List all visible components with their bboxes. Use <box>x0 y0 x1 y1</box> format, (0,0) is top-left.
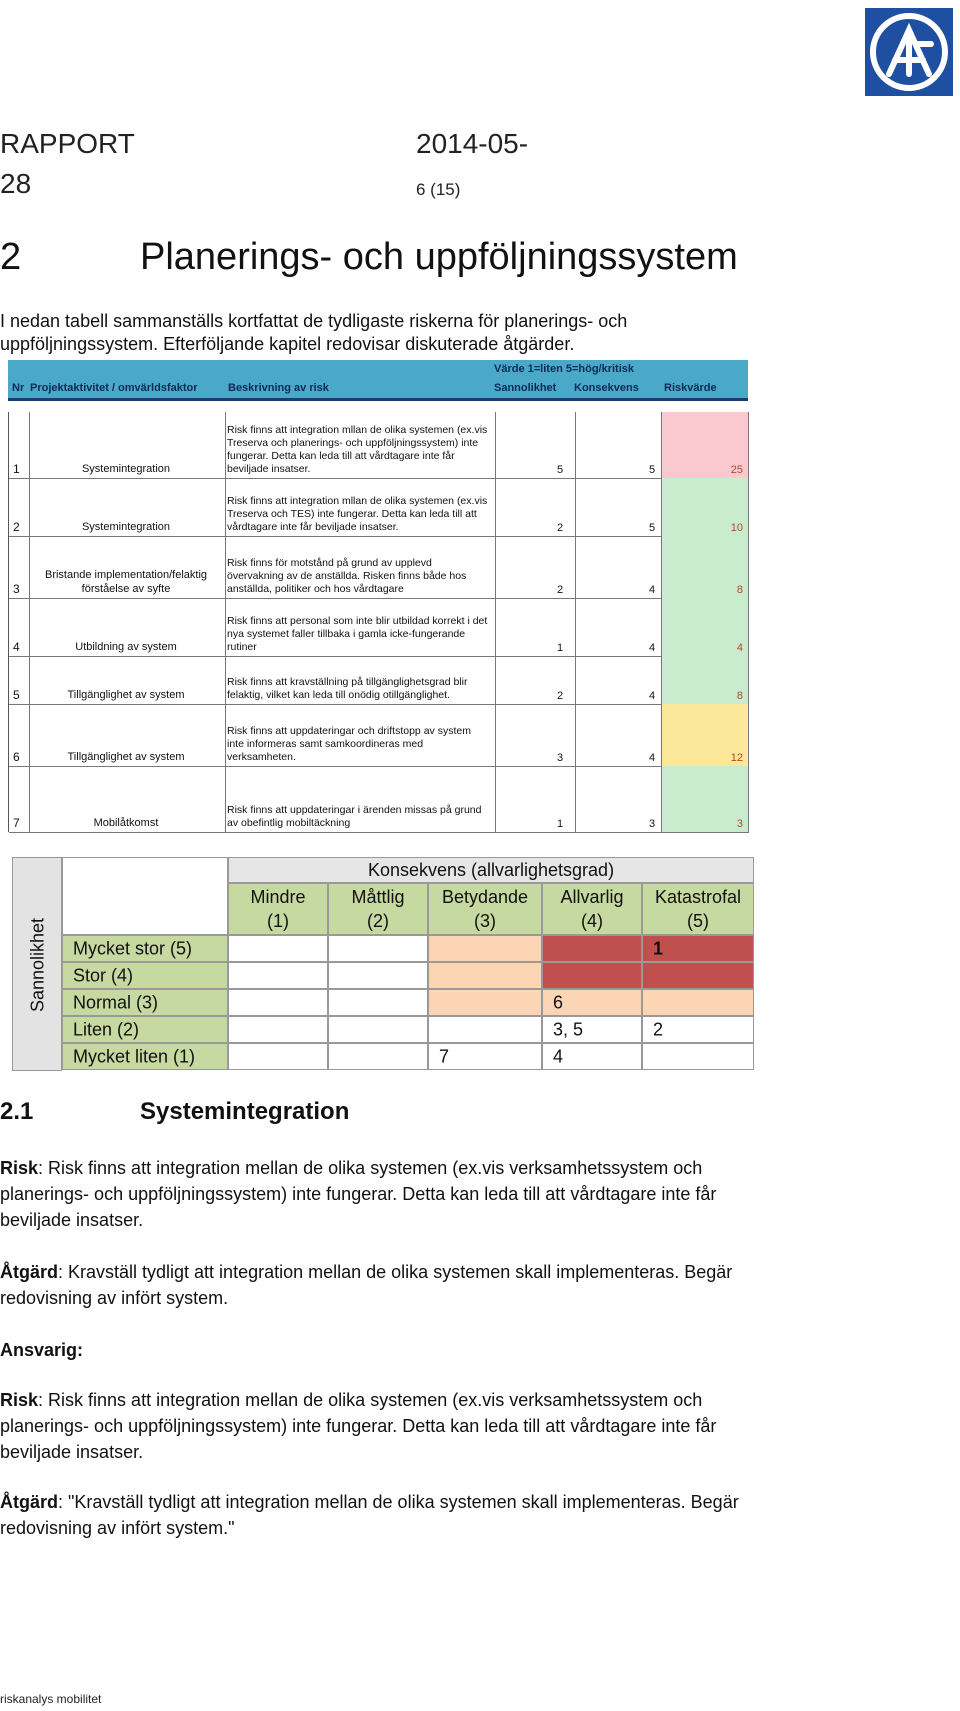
table-gridline <box>575 766 576 832</box>
matrix-cell <box>428 962 542 989</box>
table-gridline <box>575 412 576 478</box>
matrix-cell <box>542 962 642 989</box>
table-gridline <box>575 598 576 656</box>
row-probability: 1 <box>557 818 564 830</box>
report-label: RAPPORT <box>0 128 135 159</box>
matrix-top-header <box>228 857 754 883</box>
section-title: Planerings- och uppföljningssystem <box>140 236 738 278</box>
matrix-cell <box>542 1043 642 1070</box>
matrix-column-header <box>228 883 328 935</box>
table-row <box>9 478 749 537</box>
risk-text-1: : Risk finns att integration mellan de olika systemen (ex.vis verksamhetssystem och planerings- och uppföljningssystem) inte fungerar. Detta kan leda till att vårdtagare inte får beviljade insatser. <box>0 1158 717 1230</box>
row-number: 1 <box>13 462 20 476</box>
table-gridline <box>495 656 496 704</box>
row-description: Risk finns att uppdateringar och driftstopp av system inte informeras samt samkoordineras med verksamheten. <box>227 725 471 763</box>
row-number: 5 <box>13 688 20 702</box>
row-risk-value: 3 <box>736 818 743 830</box>
matrix-column-label <box>643 885 753 933</box>
matrix-cell-value: 6 <box>553 992 564 1012</box>
row-consequence: 4 <box>649 584 656 596</box>
table-row <box>9 704 749 767</box>
row-activity: Systemintegration <box>81 463 171 475</box>
matrix-top-label: Konsekvens (allvarlighetsgrad) <box>367 860 615 880</box>
row-consequence: 3 <box>649 818 656 830</box>
header-nr: Nr <box>12 382 25 394</box>
row-consequence: 5 <box>649 522 656 534</box>
matrix-column-name: Allvarlig <box>560 887 624 907</box>
row-description: Risk finns att integration mllan de olika systemen (ex.vis Treserva och TES) inte fungerar. Detta kan leda till att vårdtagare inte får beviljade insatser. <box>227 495 488 533</box>
table-gridline <box>661 704 662 766</box>
risk-text-2: : Risk finns att integration mellan de olika systemen (ex.vis verksamhetssystem och planerings- och uppföljningssystem) inte fungerar. Detta kan leda till att vårdtagare inte får beviljade insatser. <box>0 1390 717 1462</box>
matrix-cell <box>328 935 428 962</box>
table-gridline <box>661 478 662 536</box>
matrix-cell-value: 1 <box>653 938 664 958</box>
header-value-scale: Värde 1=liten 5=hög/kritisk <box>494 363 635 375</box>
table-gridline <box>748 478 749 536</box>
risk-table-body <box>8 412 749 832</box>
table-row <box>9 766 749 833</box>
row-number: 2 <box>13 520 20 534</box>
risk-value-cell <box>661 536 749 598</box>
risk-value-cell <box>661 598 749 656</box>
table-gridline <box>748 598 749 656</box>
row-description: Risk finns att integration mllan de olika systemen (ex.vis Treserva och planerings- och uppföljningssystem) inte fungerar. Detta kan leda till att vårdtagare inte får beviljade insatser. <box>227 424 488 475</box>
matrix-column-level: (3) <box>474 911 496 931</box>
risk-value-cell <box>661 766 749 832</box>
subsection-title: Systemintegration <box>140 1098 350 1125</box>
table-gridline <box>29 656 30 704</box>
matrix-column-level: (5) <box>687 911 709 931</box>
matrix-cell-value: 7 <box>439 1046 450 1066</box>
row-description: Risk finns att kravställning på tillgänglighetsgrad blir felaktig, vilket kan leda till onödig otillgänglighet. <box>227 676 468 701</box>
table-gridline <box>495 412 496 478</box>
risk-label-2: Risk <box>0 1390 39 1410</box>
action-paragraph-1 <box>0 1259 780 1311</box>
matrix-cell <box>228 1043 328 1070</box>
matrix-cell <box>328 989 428 1016</box>
matrix-row-label <box>62 1016 228 1043</box>
header-consequence: Konsekvens <box>574 382 639 394</box>
action-text-2: : "Kravställ tydligt att integration mellan de olika systemen skall implementeras. Begär redovisning av infört system." <box>0 1492 739 1538</box>
table-gridline <box>748 656 749 704</box>
table-gridline <box>748 704 749 766</box>
matrix-row-label-text: Stor (4) <box>73 965 134 985</box>
row-activity: Systemintegration <box>81 521 171 533</box>
action-label: Åtgärd <box>0 1262 58 1282</box>
table-gridline <box>495 766 496 832</box>
row-risk-value: 10 <box>730 522 743 534</box>
matrix-row-label <box>62 962 228 989</box>
row-consequence: 4 <box>649 642 656 654</box>
matrix-corner <box>62 857 228 935</box>
matrix-cell <box>228 1016 328 1043</box>
row-probability: 2 <box>557 584 564 596</box>
table-gridline <box>29 704 30 766</box>
matrix-column-name: Betydande <box>441 887 529 907</box>
table-gridline <box>29 766 30 832</box>
matrix-column-label <box>229 885 327 933</box>
table-gridline <box>29 536 30 598</box>
row-risk-value: 12 <box>730 752 743 764</box>
table-gridline <box>225 656 226 704</box>
matrix-row-label-text: Mycket liten (1) <box>73 1046 196 1066</box>
matrix-side-label <box>12 857 62 1071</box>
risk-paragraph-1 <box>0 1155 780 1233</box>
risk-table <box>8 360 748 832</box>
matrix-row-label <box>62 935 228 962</box>
table-row <box>9 536 749 599</box>
matrix-cell <box>328 1016 428 1043</box>
row-probability: 2 <box>557 522 564 534</box>
matrix-row-label-text: Liten (2) <box>73 1019 140 1039</box>
report-date-continued: 28 <box>0 168 32 199</box>
table-gridline <box>495 704 496 766</box>
table-gridline <box>29 478 30 536</box>
matrix-cell-value: 2 <box>653 1019 664 1039</box>
header-description: Beskrivning av risk <box>228 382 329 394</box>
row-probability: 1 <box>557 642 564 654</box>
matrix-cell <box>642 1016 754 1043</box>
matrix-cell <box>428 989 542 1016</box>
matrix-column-level: (2) <box>367 911 389 931</box>
table-gridline <box>225 412 226 478</box>
table-gridline <box>225 766 226 832</box>
report-date: 2014-05- <box>416 128 529 159</box>
matrix-column-label <box>429 885 541 933</box>
header-probability: Sannolikhet <box>494 382 557 394</box>
matrix-cell-value: 4 <box>553 1046 564 1066</box>
table-gridline <box>661 536 662 598</box>
row-consequence: 4 <box>649 690 656 702</box>
matrix-side-label-text: Sannolikhet <box>27 917 48 1013</box>
risk-table-header <box>8 360 748 401</box>
table-gridline <box>661 656 662 704</box>
action-paragraph-2 <box>0 1489 780 1541</box>
matrix-cell <box>642 1043 754 1070</box>
page-number: 6 (15) <box>416 180 461 199</box>
matrix-cell <box>428 1043 542 1070</box>
matrix-cell <box>428 935 542 962</box>
row-risk-value: 8 <box>736 690 743 702</box>
matrix-column-header <box>328 883 428 935</box>
table-gridline <box>575 656 576 704</box>
matrix-column-header <box>542 883 642 935</box>
matrix-cell <box>228 989 328 1016</box>
row-risk-value: 8 <box>736 584 743 596</box>
matrix-cell <box>642 962 754 989</box>
af-logo-icon <box>865 8 953 96</box>
table-gridline <box>495 598 496 656</box>
matrix-column-level: (4) <box>581 911 603 931</box>
table-gridline <box>575 536 576 598</box>
table-gridline <box>495 478 496 536</box>
matrix-column-name: Katastrofal <box>654 887 742 907</box>
row-description: Risk finns att personal som inte blir utbildad korrekt i det nya systemet faller tillbaka i gamla icke-fungerande rutiner <box>227 615 488 653</box>
matrix-column-label <box>329 885 427 933</box>
row-description: Risk finns att uppdateringar i ärenden missas på grund av obefintlig mobiltäckning <box>227 804 482 829</box>
footer-text: riskanalys mobilitet <box>0 1692 102 1706</box>
table-row <box>9 656 749 705</box>
matrix-cell <box>228 935 328 962</box>
table-gridline <box>575 478 576 536</box>
matrix-column-header <box>428 883 542 935</box>
matrix-row-label-text: Normal (3) <box>73 992 159 1012</box>
matrix-row-label-text: Mycket stor (5) <box>73 938 193 958</box>
section-number: 2 <box>0 236 22 278</box>
risk-matrix <box>12 857 754 1071</box>
row-activity: Bristande implementation/felaktig förståelse av syfte <box>44 569 208 595</box>
row-activity: Tillgänglighet av system <box>67 751 185 763</box>
matrix-column-name: Måttlig <box>351 887 405 907</box>
matrix-cell-value: 3, 5 <box>553 1019 584 1039</box>
header-risk-value: Riskvärde <box>664 382 717 394</box>
row-number: 3 <box>13 582 20 596</box>
row-probability: 5 <box>557 464 564 476</box>
matrix-column-name: Mindre <box>250 887 306 907</box>
table-gridline <box>661 598 662 656</box>
risk-value-cell <box>661 656 749 704</box>
row-risk-value: 25 <box>730 464 743 476</box>
intro-line-2: uppföljningssystem. Efterföljande kapitel redovisar diskuterade åtgärder. <box>0 334 575 354</box>
row-consequence: 4 <box>649 752 656 764</box>
risk-paragraph-2 <box>0 1387 780 1465</box>
matrix-column-label <box>543 885 641 933</box>
table-gridline <box>225 598 226 656</box>
table-gridline <box>225 704 226 766</box>
intro-line-1: I nedan tabell sammanställs kortfattat de tydligaste riskerna för planerings- och <box>0 311 628 331</box>
row-description: Risk finns för motstånd på grund av upplevd övervakning av de anställda. Risken finns både hos anställda, politiker och hos vårdtagare <box>227 557 467 595</box>
matrix-cell <box>428 1016 542 1043</box>
table-gridline <box>575 704 576 766</box>
matrix-cell <box>228 962 328 989</box>
responsible-paragraph <box>0 1337 780 1363</box>
action-label-2: Åtgärd <box>0 1492 58 1512</box>
matrix-row-label <box>62 1043 228 1070</box>
matrix-cell <box>542 1016 642 1043</box>
matrix-cell <box>642 989 754 1016</box>
subsection-number: 2.1 <box>0 1098 34 1125</box>
row-probability: 2 <box>557 690 564 702</box>
row-activity: Tillgänglighet av system <box>67 689 185 701</box>
table-gridline <box>748 766 749 832</box>
row-consequence: 5 <box>649 464 656 476</box>
row-activity: Utbildning av system <box>75 641 177 653</box>
table-gridline <box>748 536 749 598</box>
header-activity: Projektaktivitet / omvärldsfaktor <box>30 382 198 394</box>
matrix-cell <box>642 935 754 962</box>
table-gridline <box>495 536 496 598</box>
table-gridline <box>661 412 662 478</box>
table-gridline <box>225 478 226 536</box>
matrix-cell <box>328 1043 428 1070</box>
risk-label: Risk <box>0 1158 39 1178</box>
table-row <box>9 598 749 657</box>
table-gridline <box>225 536 226 598</box>
matrix-cell <box>542 989 642 1016</box>
matrix-column-header <box>642 883 754 935</box>
matrix-column-level: (1) <box>267 911 289 931</box>
action-text-1: : Kravställ tydligt att integration mellan de olika systemen skall implementeras. Begär redovisning av infört system. <box>0 1262 733 1308</box>
table-gridline <box>29 598 30 656</box>
row-activity: Mobilåtkomst <box>93 817 159 829</box>
matrix-cell <box>328 962 428 989</box>
row-probability: 3 <box>557 752 564 764</box>
table-gridline <box>661 766 662 832</box>
row-number: 4 <box>13 640 20 654</box>
row-risk-value: 4 <box>736 642 743 654</box>
matrix-row-label <box>62 989 228 1016</box>
table-gridline <box>748 412 749 478</box>
responsible-label: Ansvarig: <box>0 1340 84 1360</box>
row-number: 7 <box>13 816 20 830</box>
row-number: 6 <box>13 750 20 764</box>
table-gridline <box>29 412 30 478</box>
matrix-cell <box>542 935 642 962</box>
table-row <box>9 412 749 479</box>
